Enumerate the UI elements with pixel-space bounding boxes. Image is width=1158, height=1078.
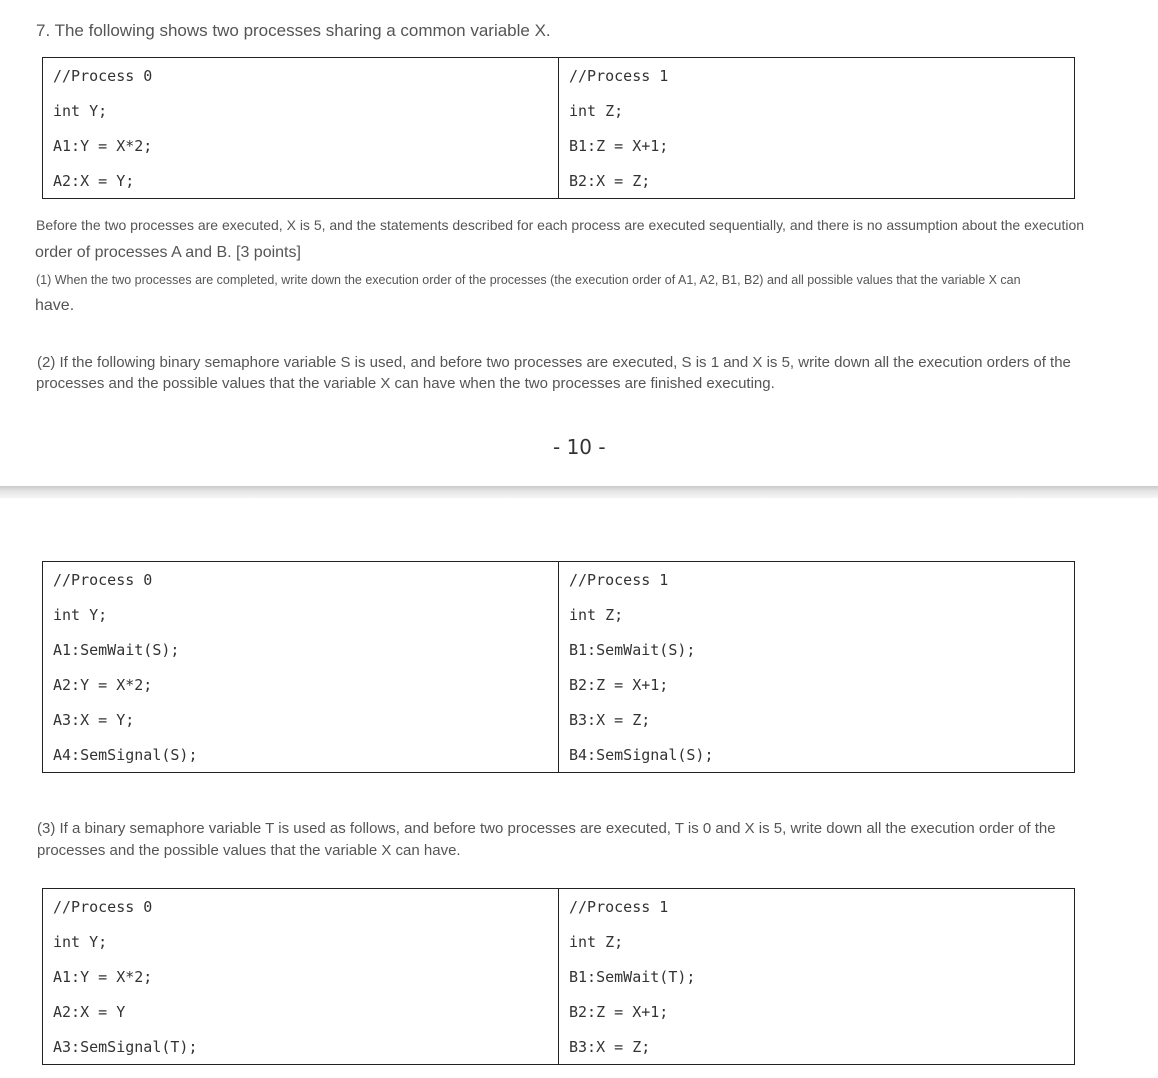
process0-cell: int Y; (43, 93, 559, 128)
code-table-basic (42, 57, 1075, 199)
table-row (43, 163, 1075, 199)
table-row (43, 1029, 1075, 1065)
process1-cell: //Process 1 (559, 58, 1075, 94)
process1-cell: B4:SemSignal(S); (559, 737, 1075, 773)
process1-cell: B1:Z = X+1; (559, 128, 1075, 163)
page-number: - 10 - (553, 435, 606, 459)
question-title: 7. The following shows two processes sharing a common variable X. (36, 21, 551, 40)
code-table-semaphore-s (42, 561, 1075, 773)
process0-cell: A1:SemWait(S); (43, 632, 559, 667)
process0-cell: A2:X = Y; (43, 163, 559, 199)
process1-cell: B1:SemWait(S); (559, 632, 1075, 667)
intro-paragraph-line1: Before the two processes are executed, X is 5, and the statements described for each process are executed sequentially, and there is no assumption about the execution (36, 217, 1085, 233)
process1-cell: int Z; (559, 597, 1075, 632)
process1-cell: B1:SemWait(T); (559, 959, 1075, 994)
process0-cell: //Process 0 (43, 562, 559, 598)
part2-line1: (2) If the following binary semaphore variable S is used, and before two processes are executed, S is 1 and X is 5, write down all the execution orders of the (37, 354, 1071, 371)
table-row (43, 702, 1075, 737)
process0-cell: A4:SemSignal(S); (43, 737, 559, 773)
process0-cell: //Process 0 (43, 889, 559, 925)
intro-paragraph-line2: order of processes A and B. [3 points] (35, 244, 301, 261)
process1-cell: B2:X = Z; (559, 163, 1075, 199)
process1-cell: //Process 1 (559, 562, 1075, 598)
process1-cell: //Process 1 (559, 889, 1075, 925)
process1-cell: B2:Z = X+1; (559, 994, 1075, 1029)
table-row (43, 889, 1075, 925)
part3-line2: processes and the possible values that the variable X can have. (37, 842, 461, 859)
process0-cell: int Y; (43, 924, 559, 959)
part1-line1: (1) When the two processes are completed, write down the execution order of the processes (the execution order of A1, A2, B1, B2) and all possible values that the variable X can (36, 273, 1021, 287)
table-row (43, 632, 1075, 667)
page-separator (0, 486, 1158, 498)
table-row (43, 924, 1075, 959)
process0-cell: //Process 0 (43, 58, 559, 94)
part1-line2: have. (35, 297, 75, 314)
table-row (43, 597, 1075, 632)
table-row (43, 128, 1075, 163)
process0-cell: A3:SemSignal(T); (43, 1029, 559, 1065)
part2-line2: processes and the possible values that the variable X can have when the two processes are finished executing. (36, 375, 775, 392)
part3-line1: (3) If a binary semaphore variable T is used as follows, and before two processes are executed, T is 0 and X is 5, write down all the execution order of the (37, 820, 1056, 837)
process1-cell: int Z; (559, 93, 1075, 128)
process1-cell: B3:X = Z; (559, 1029, 1075, 1065)
process0-cell: A3:X = Y; (43, 702, 559, 737)
process0-cell: A1:Y = X*2; (43, 959, 559, 994)
code-table-semaphore-t (42, 888, 1075, 1065)
table-row (43, 93, 1075, 128)
process0-cell: int Y; (43, 597, 559, 632)
table-row (43, 959, 1075, 994)
table-row (43, 667, 1075, 702)
process0-cell: A2:Y = X*2; (43, 667, 559, 702)
table-row (43, 737, 1075, 773)
process0-cell: A2:X = Y (43, 994, 559, 1029)
table-row (43, 58, 1075, 94)
process1-cell: B3:X = Z; (559, 702, 1075, 737)
process1-cell: B2:Z = X+1; (559, 667, 1075, 702)
table-row (43, 562, 1075, 598)
process1-cell: int Z; (559, 924, 1075, 959)
table-row (43, 994, 1075, 1029)
process0-cell: A1:Y = X*2; (43, 128, 559, 163)
